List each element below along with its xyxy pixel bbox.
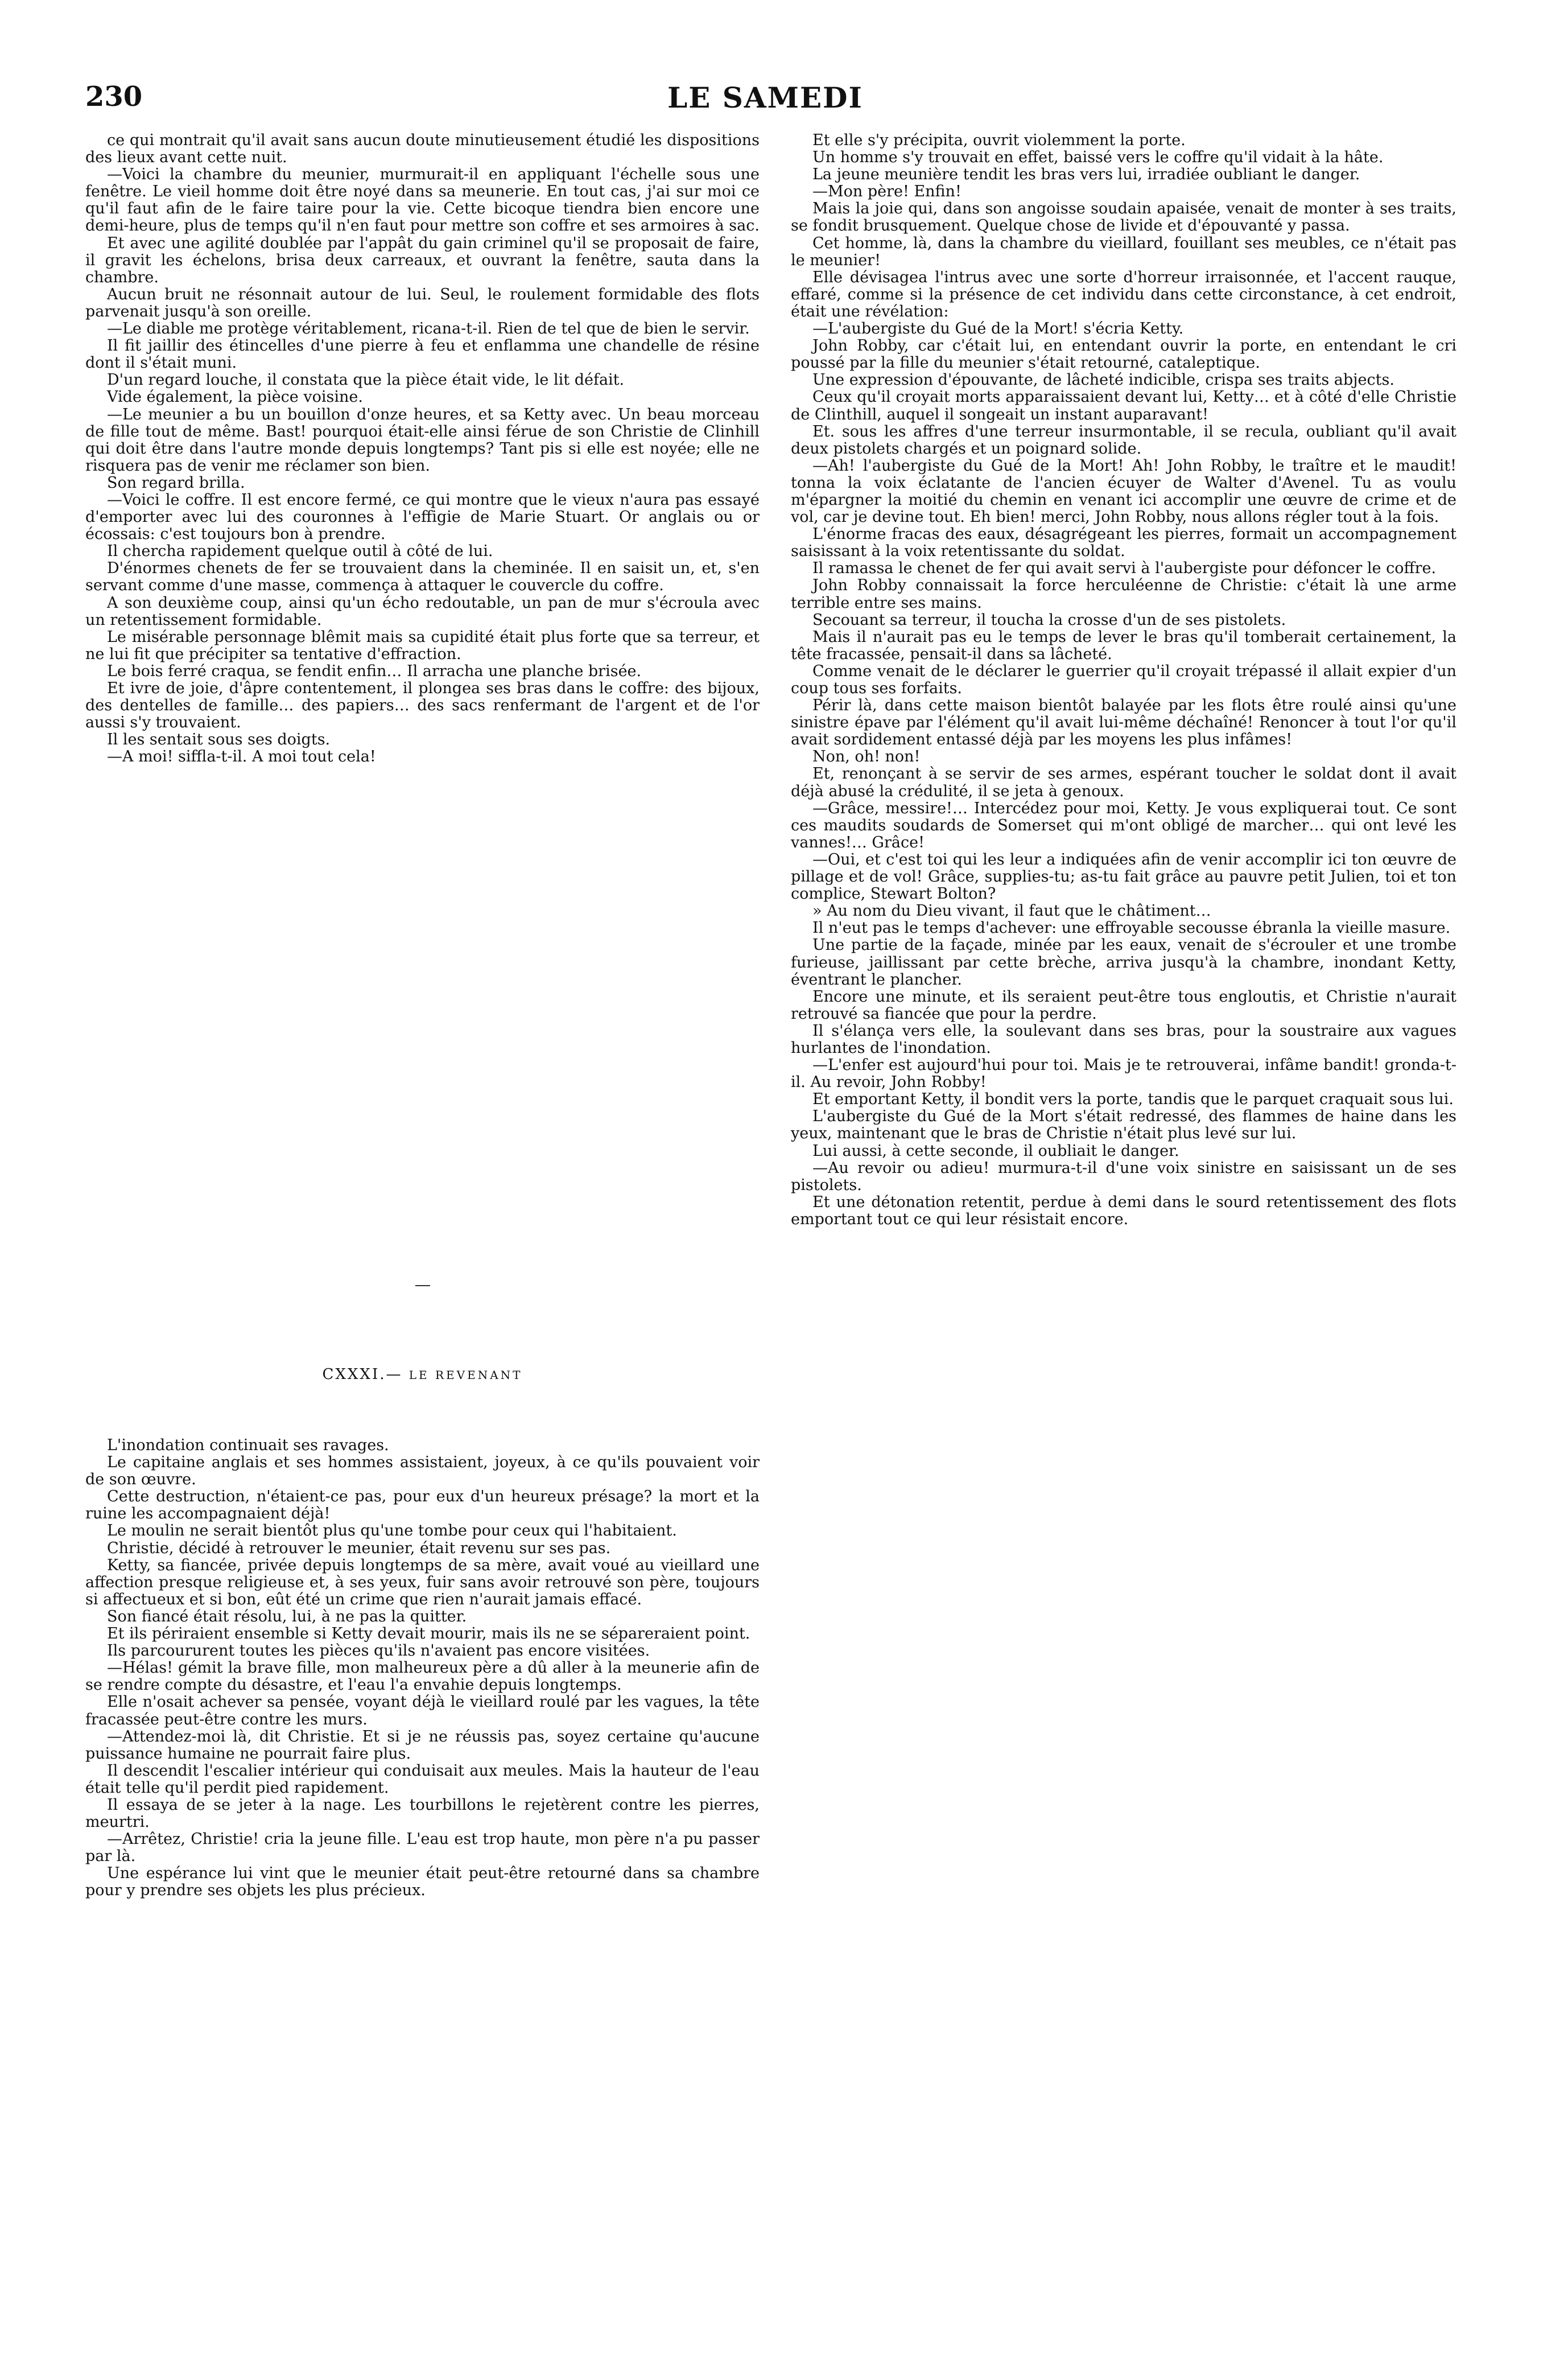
paragraph: Cette destruction, n'étaient-ce pas, pour eux d'un heureux présage? la mort et la ruine les accompagnaient déjà! [85, 1488, 760, 1523]
paragraph: Non, oh! non! [812, 748, 921, 766]
paragraph: Et. sous les affres d'une terreur insurmontable, il se recula, oubliant qu'il avait deux pistolets chargés et un poignard solide. [791, 422, 1456, 458]
paragraph: Son fiancé était résolu, lui, à ne pas la quitter. [107, 1607, 467, 1625]
paragraph: —Mon père! Enfin! [812, 183, 962, 201]
paragraph: Le capitaine anglais et ses hommes assistaient, joyeux, à ce qu'ils pouvaient voir de son œuvre. [85, 1454, 760, 1489]
paragraph: Elle dévisagea l'intrus avec une sorte d'horreur irraisonnée, et l'accent rauque, effaré, comme si la présence de cet individu dans cette circonstance, à cet endroit, était une révélation: [791, 268, 1456, 320]
paragraph: L'aubergiste du Gué de la Mort s'était redressé, des flammes de haine dans les yeux, maintenant que le bras de Christie n'était plus levé sur lui. [791, 1108, 1456, 1143]
paragraph: Le moulin ne serait bientôt plus qu'une tombe pour ceux qui l'habitaient. [107, 1522, 677, 1540]
paragraph: Comme venait de le déclarer le guerrier qu'il croyait trépassé il allait expier d'un coup tous ses forfaits. [791, 662, 1456, 697]
paragraph: L'énorme fracas des eaux, désagrégeant les pierres, formait un accompagnement saisissant à la voix retentissante du soldat. [791, 525, 1456, 561]
paragraph: Lui aussi, à cette seconde, il oubliait le danger. [812, 1142, 1179, 1160]
paragraph: —Grâce, messire!… Intercédez pour moi, Ketty. Je vous expliquerai tout. Ce sont ces maudits soudards de Somerset qui m'ont obligé de marcher… qui ont levé les vannes!… Grâce! [791, 799, 1456, 851]
paragraph: —A moi! siffla-t-il. A moi tout cela! [107, 748, 376, 766]
paragraph: Le misérable personnage blêmit mais sa cupidité était plus forte que sa terreur, et ne lui fit que précipiter sa tentative d'effraction. [85, 628, 760, 663]
paragraph: John Robby, car c'était lui, en entendant ouvrir la porte, en entendant le cri poussé par la fille du meunier s'était retourné, cataleptique. [791, 337, 1456, 372]
paragraph: Et avec une agilité doublée par l'appât du gain criminel qu'il se proposait de faire, il gravit les échelons, brisa deux carreaux, et ouvrant la fenêtre, sauta dans la chambre. [85, 234, 760, 286]
paragraph: Un homme s'y trouvait en effet, baissé vers le coffre qu'il vidait à la hâte. [812, 149, 1384, 167]
paragraph: Et une détonation retentit, perdue à demi dans le sourd retentissement des flots emportant tout ce qui leur résistait encore. [791, 1193, 1456, 1228]
paragraph: D'énormes chenets de fer se trouvaient dans la cheminée. Il en saisit un, et, s'en servant comme d'une masse, commença à attaquer le couvercle du coffre. [85, 559, 760, 595]
paragraph: John Robby connaissait la force herculéenne de Christie: c'était là une arme terrible entre ses mains. [791, 577, 1456, 612]
paragraph: Encore une minute, et ils seraient peut-être tous engloutis, et Christie n'aurait retrouvé sa fiancée que pour la perdre. [791, 987, 1456, 1023]
paragraph: Il les sentait sous ses doigts. [107, 731, 331, 749]
paragraph: Il essaya de se jeter à la nage. Les tourbillons le rejetèrent contre les pierres, meurtri. [85, 1796, 760, 1831]
paragraph: Il s'élança vers elle, la soulevant dans ses bras, pour la soustraire aux vagues hurlantes de l'inondation. [791, 1022, 1456, 1057]
paragraph: » Au nom du Dieu vivant, il faut que le châtiment… [812, 902, 1211, 920]
paragraph: L'inondation continuait ses ravages. [107, 1436, 389, 1454]
right-column [791, 132, 1456, 1228]
chapter-separator: — [386, 1366, 403, 1383]
paragraph: Une partie de la façade, minée par les eaux, venait de s'écrouler et une trombe furieuse, jaillissant par cette brèche, arriva jusqu'à la chambre, inondant Ketty, éventrant le plancher. [791, 936, 1456, 989]
paragraph: —L'aubergiste du Gué de la Mort! s'écria Ketty. [812, 320, 1184, 338]
page-number: 230 [85, 81, 143, 113]
section-end-mark [415, 1285, 430, 1286]
paragraph: Il ramassa le chenet de fer qui avait servi à l'aubergiste pour défoncer le coffre. [812, 559, 1437, 578]
paragraph: —L'enfer est aujourd'hui pour toi. Mais je te retrouverai, infâme bandit! gronda-t-il. Au revoir, John Robby! [791, 1056, 1456, 1092]
paragraph: A son deuxième coup, ainsi qu'un écho redoutable, un pan de mur s'écroula avec un retentissement formidable. [85, 594, 760, 629]
paragraph: —Ah! l'aubergiste du Gué de la Mort! Ah! John Robby, le traître et le maudit! tonna la voix éclatante de l'ancien écuyer de Walter d'Avenel. Tu as voulu m'épargner la moitié du chemin en venant ici accomplir une œuvre de crime et de vol, car je devine tout. Eh bien! merci, John Robby, nous allons régler tout à la fois. [791, 456, 1456, 526]
chapter-number: CXXXI. [322, 1366, 386, 1383]
chapter-title: LE REVENANT [408, 1368, 523, 1382]
paragraph: Périr là, dans cette maison bientôt balayée par les flots être roulé ainsi qu'une sinistre épave par l'élément qu'il avait lui-même déchaîné! Renoncer à tout l'or qu'il avait sordidement entassé déjà par les moyens les plus infâmes! [791, 697, 1456, 749]
paragraph: —Voici le coffre. Il est encore fermé, ce qui montre que le vieux n'aura pas essayé d'emporter avec lui des couronnes à l'effigie de Marie Stuart. Or anglais ou or écossais: c'est toujours bon à prendre. [85, 491, 760, 544]
chapter-heading [85, 1366, 760, 1383]
paragraph: Mais il n'aurait pas eu le temps de lever le bras qu'il tomberait certainement, la tête fracassée, pensait-il dans sa lâcheté. [791, 628, 1456, 663]
paragraph: —Le meunier a bu un bouillon d'onze heures, et sa Ketty avec. Un beau morceau de fille tout de même. Bast! pourquoi était-elle ainsi férue de son Christie de Clinhill qui doit être dans l'autre monde depuis longtemps? Tant pis si elle est noyée; elle ne risquera pas de venir me réclamer son bien. [85, 405, 760, 475]
paragraph: Une expression d'épouvante, de lâcheté indicible, crispa ses traits abjects. [812, 371, 1394, 389]
paragraph: Et elle s'y précipita, ouvrit violemment la porte. [812, 131, 1186, 149]
paragraph: Et, renonçant à se servir de ses armes, espérant toucher le soldat dont il avait déjà abusé la crédulité, il se jeta à genoux. [791, 765, 1456, 800]
paragraph: —Voici la chambre du meunier, murmurait-il en appliquant l'échelle sous une fenêtre. Le vieil homme doit être noyé dans sa meunerie. En tout cas, j'ai sur moi ce qu'il faut afin de le faire taire pour la vie. Cette bicoque tiendra bien encore une demi-heure, plus de temps qu'il n'en faut pour mettre son coffre et ses armoires à sac. [85, 166, 760, 235]
paragraph: Elle n'osait achever sa pensée, voyant déjà le vieillard roulé par les vagues, la tête fracassée peut-être contre les murs. [85, 1693, 760, 1728]
paragraph: Vide également, la pièce voisine. [107, 388, 363, 406]
paragraph: —Le diable me protège véritablement, ricana-t-il. Rien de tel que de bien le servir. [107, 320, 750, 338]
paragraph: D'un regard louche, il constata que la pièce était vide, le lit défait. [107, 371, 625, 389]
paragraph: Il chercha rapidement quelque outil à côté de lui. [107, 542, 493, 561]
paragraph: —Hélas! gémit la brave fille, mon malheureux père a dû aller à la meunerie afin de se rendre compte du désastre, et l'eau l'a envahie depuis longtemps. [85, 1659, 760, 1694]
paragraph: La jeune meunière tendit les bras vers lui, irradiée oubliant le danger. [812, 166, 1360, 184]
paragraph: —Au revoir ou adieu! murmura-t-il d'une voix sinistre en saisissant un de ses pistolets. [791, 1159, 1456, 1194]
paragraph: ce qui montrait qu'il avait sans aucun doute minutieusement étudié les dispositions des lieux avant cette nuit. [85, 131, 760, 167]
left-column-bottom [85, 1437, 760, 1900]
paragraph: Mais la joie qui, dans son angoisse soudain apaisée, venait de monter à ses traits, se fondit brusquement. Quelque chose de livide et d'épouvanté y passa. [791, 200, 1456, 235]
paragraph: Ketty, sa fiancée, privée depuis longtemps de sa mère, avait voué au vieillard une affection presque religieuse et, à ses yeux, fuir sans avoir retrouvé son père, toujours si affectueux et si bon, eût été un crime que rien n'aurait jamais effacé. [85, 1556, 760, 1608]
paragraph: Et ils périraient ensemble si Ketty devait mourir, mais ils ne se sépareraient point. [107, 1625, 750, 1643]
paragraph: —Oui, et c'est toi qui les leur a indiquées afin de venir accomplir ici ton œuvre de pillage et de vol! Grâce, supplies-tu; as-tu fait grâce au pauvre petit Julien, toi et ton complice, Stewart Bolton? [791, 850, 1456, 903]
paragraph: Ils parcoururent toutes les pièces qu'ils n'avaient pas encore visitées. [107, 1642, 650, 1660]
paragraph: Aucun bruit ne résonnait autour de lui. Seul, le roulement formidable des flots parvenait jusqu'à son oreille. [85, 285, 760, 320]
paragraph: Secouant sa terreur, il toucha la crosse d'un de ses pistolets. [812, 611, 1286, 629]
paragraph: Cet homme, là, dans la chambre du vieillard, fouillant ses meubles, ce n'était pas le meunier! [791, 234, 1456, 269]
paragraph: Une espérance lui vint que le meunier était peut-être retourné dans sa chambre pour y prendre ses objets les plus précieux. [85, 1864, 760, 1900]
paragraph: Son regard brilla. [107, 474, 245, 492]
paragraph: —Arrêtez, Christie! cria la jeune fille. L'eau est trop haute, mon père n'a pu passer par là. [85, 1830, 760, 1866]
paragraph: Il descendit l'escalier intérieur qui conduisait aux meules. Mais la hauteur de l'eau était telle qu'il perdit pied rapidement. [85, 1761, 760, 1797]
paragraph: —Attendez-moi là, dit Christie. Et si je ne réussis pas, soyez certaine qu'aucune puissance humaine ne pourrait faire plus. [85, 1727, 760, 1763]
journal-title: LE SAMEDI [667, 81, 863, 114]
page-header [85, 81, 1445, 115]
paragraph: Il fit jaillir des étincelles d'une pierre à feu et enflamma une chandelle de résine dont il s'était muni. [85, 337, 760, 372]
paragraph: Christie, décidé à retrouver le meunier, était revenu sur ses pas. [107, 1539, 611, 1557]
paragraph: Et ivre de joie, d'âpre contentement, il plongea ses bras dans le coffre: des bijoux, des dentelles de famille… des papiers… des sacs renfermant de l'argent et de l'or aussi s'y trouvaient. [85, 680, 760, 732]
paragraph: Il n'eut pas le temps d'achever: une effroyable secousse ébranla la vieille masure. [812, 919, 1451, 937]
left-column-top [85, 132, 760, 765]
paragraph: Le bois ferré craqua, se fendit enfin… Il arracha une planche brisée. [107, 662, 642, 680]
paragraph: Et emportant Ketty, il bondit vers la porte, tandis que le parquet craquait sous lui. [812, 1090, 1454, 1109]
paragraph: Ceux qu'il croyait morts apparaissaient devant lui, Ketty… et à côté d'elle Christie de Clinthill, auquel il songeait un instant auparavant! [791, 388, 1456, 423]
